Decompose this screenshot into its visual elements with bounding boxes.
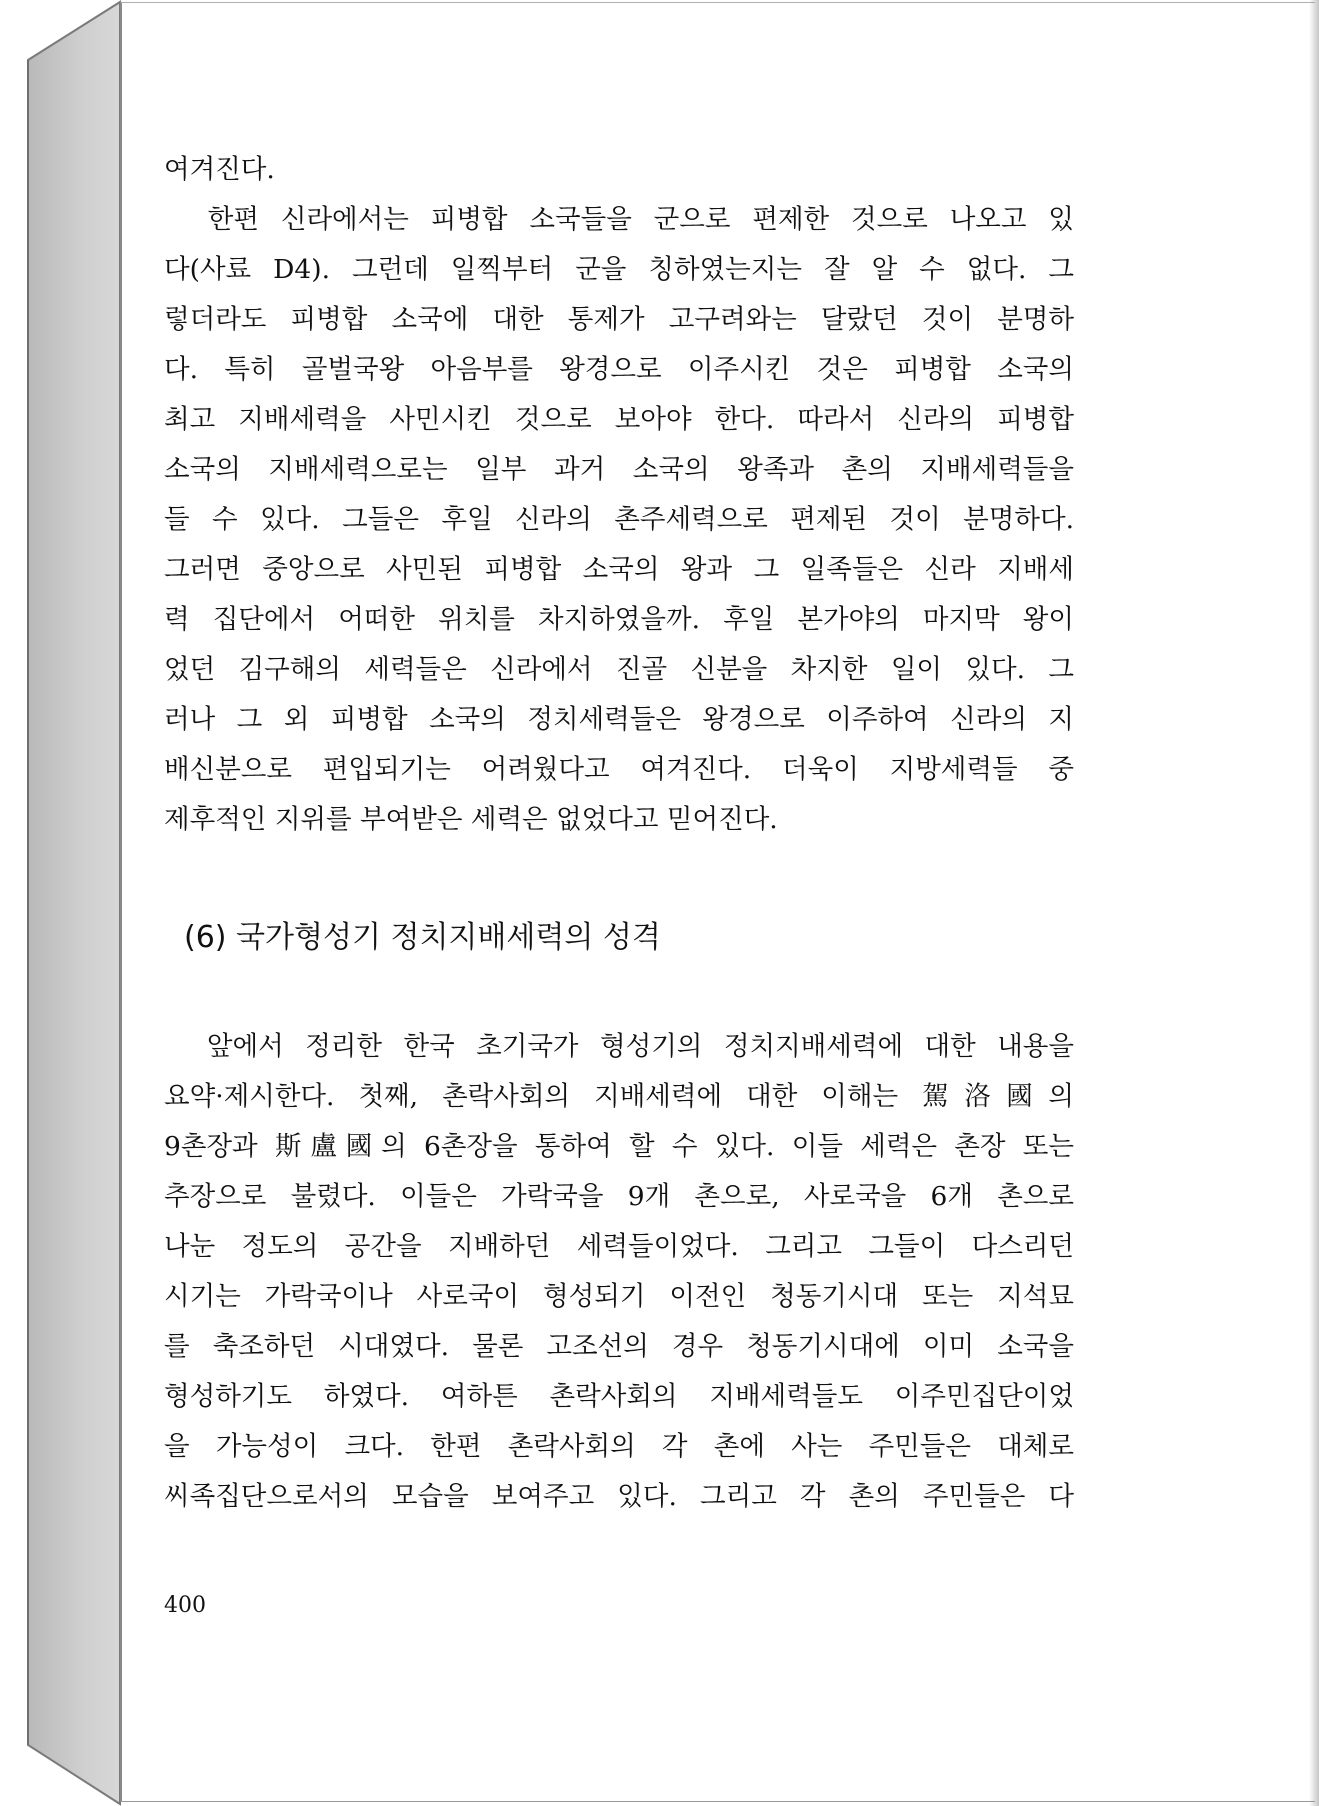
text-line: 었던 김구해의 세력들은 신라에서 진골 신분을 차지한 일이 있다. 그 [164, 654, 1074, 685]
text-line: 최고 지배세력을 사민시킨 것으로 보아야 한다. 따라서 신라의 피병합 [164, 404, 1074, 435]
text-line: 렇더라도 피병합 소국에 대한 통제가 고구려와는 달랐던 것이 분명하 [164, 304, 1074, 335]
page-edge-shadow [1309, 0, 1319, 1806]
page-number: 400 [164, 1593, 206, 1618]
text-line: 그러면 중앙으로 사민된 피병합 소국의 왕과 그 일족들은 신라 지배세 [164, 554, 1074, 585]
text-line: 한편 신라에서는 피병합 소국들을 군으로 편제한 것으로 나오고 있 [164, 204, 1074, 235]
text-line: 다. 특히 골벌국왕 아음부를 왕경으로 이주시킨 것은 피병합 소국의 [164, 354, 1074, 385]
paragraph-silla-annexation [164, 195, 1074, 845]
text-line: 9촌장과 斯盧國의 6촌장을 통하여 할 수 있다. 이들 세력은 촌장 또는 [164, 1131, 1074, 1162]
text-line: 씨족집단으로서의 모습을 보여주고 있다. 그리고 각 촌의 주민들은 다 [164, 1481, 1074, 1512]
paragraph-summary [164, 1022, 1074, 1522]
text-line: 앞에서 정리한 한국 초기국가 형성기의 정치지배세력에 대한 내용을 [164, 1031, 1074, 1062]
paragraph-continuation [164, 145, 1074, 195]
text-line: 다(사료 D4). 그런데 일찍부터 군을 칭하였는지는 잘 알 수 없다. 그 [164, 254, 1074, 285]
text-line: 추장으로 불렸다. 이들은 가락국을 9개 촌으로, 사로국을 6개 촌으로 [164, 1181, 1074, 1212]
text-line: 를 축조하던 시대였다. 물론 고조선의 경우 청동기시대에 이미 소국을 [164, 1331, 1074, 1362]
text-line: 시기는 가락국이나 사로국이 형성되기 이전인 청동기시대 또는 지석묘 [164, 1281, 1074, 1312]
text-line: 배신분으로 편입되기는 어려웠다고 여겨진다. 더욱이 지방세력들 중 [164, 754, 1074, 785]
text-line: 제후적인 지위를 부여받은 세력은 없었다고 믿어진다. [164, 804, 778, 835]
text-line: 력 집단에서 어떠한 위치를 차지하였을까. 후일 본가야의 마지막 왕이 [164, 604, 1074, 635]
text-line: 요약·제시한다. 첫째, 촌락사회의 지배세력에 대한 이해는 駕洛國의 [164, 1081, 1074, 1112]
text-line: 러나 그 외 피병합 소국의 정치세력들은 왕경으로 이주하여 신라의 지 [164, 704, 1074, 735]
text-line: 들 수 있다. 그들은 후일 신라의 촌주세력으로 편제된 것이 분명하다. [164, 504, 1074, 535]
text-line: 나눈 정도의 공간을 지배하던 세력들이었다. 그리고 그들이 다스리던 [164, 1231, 1074, 1262]
text-line: 형성하기도 하였다. 여하튼 촌락사회의 지배세력들도 이주민집단이었 [164, 1381, 1074, 1412]
text-line: 을 가능성이 크다. 한편 촌락사회의 각 촌에 사는 주민들은 대체로 [164, 1431, 1074, 1462]
text-line: 소국의 지배세력으로는 일부 과거 소국의 왕족과 촌의 지배세력들을 [164, 454, 1074, 485]
text-line: 여겨진다. [164, 154, 275, 185]
section-heading: (6) 국가형성기 정치지배세력의 성격 [184, 920, 661, 955]
